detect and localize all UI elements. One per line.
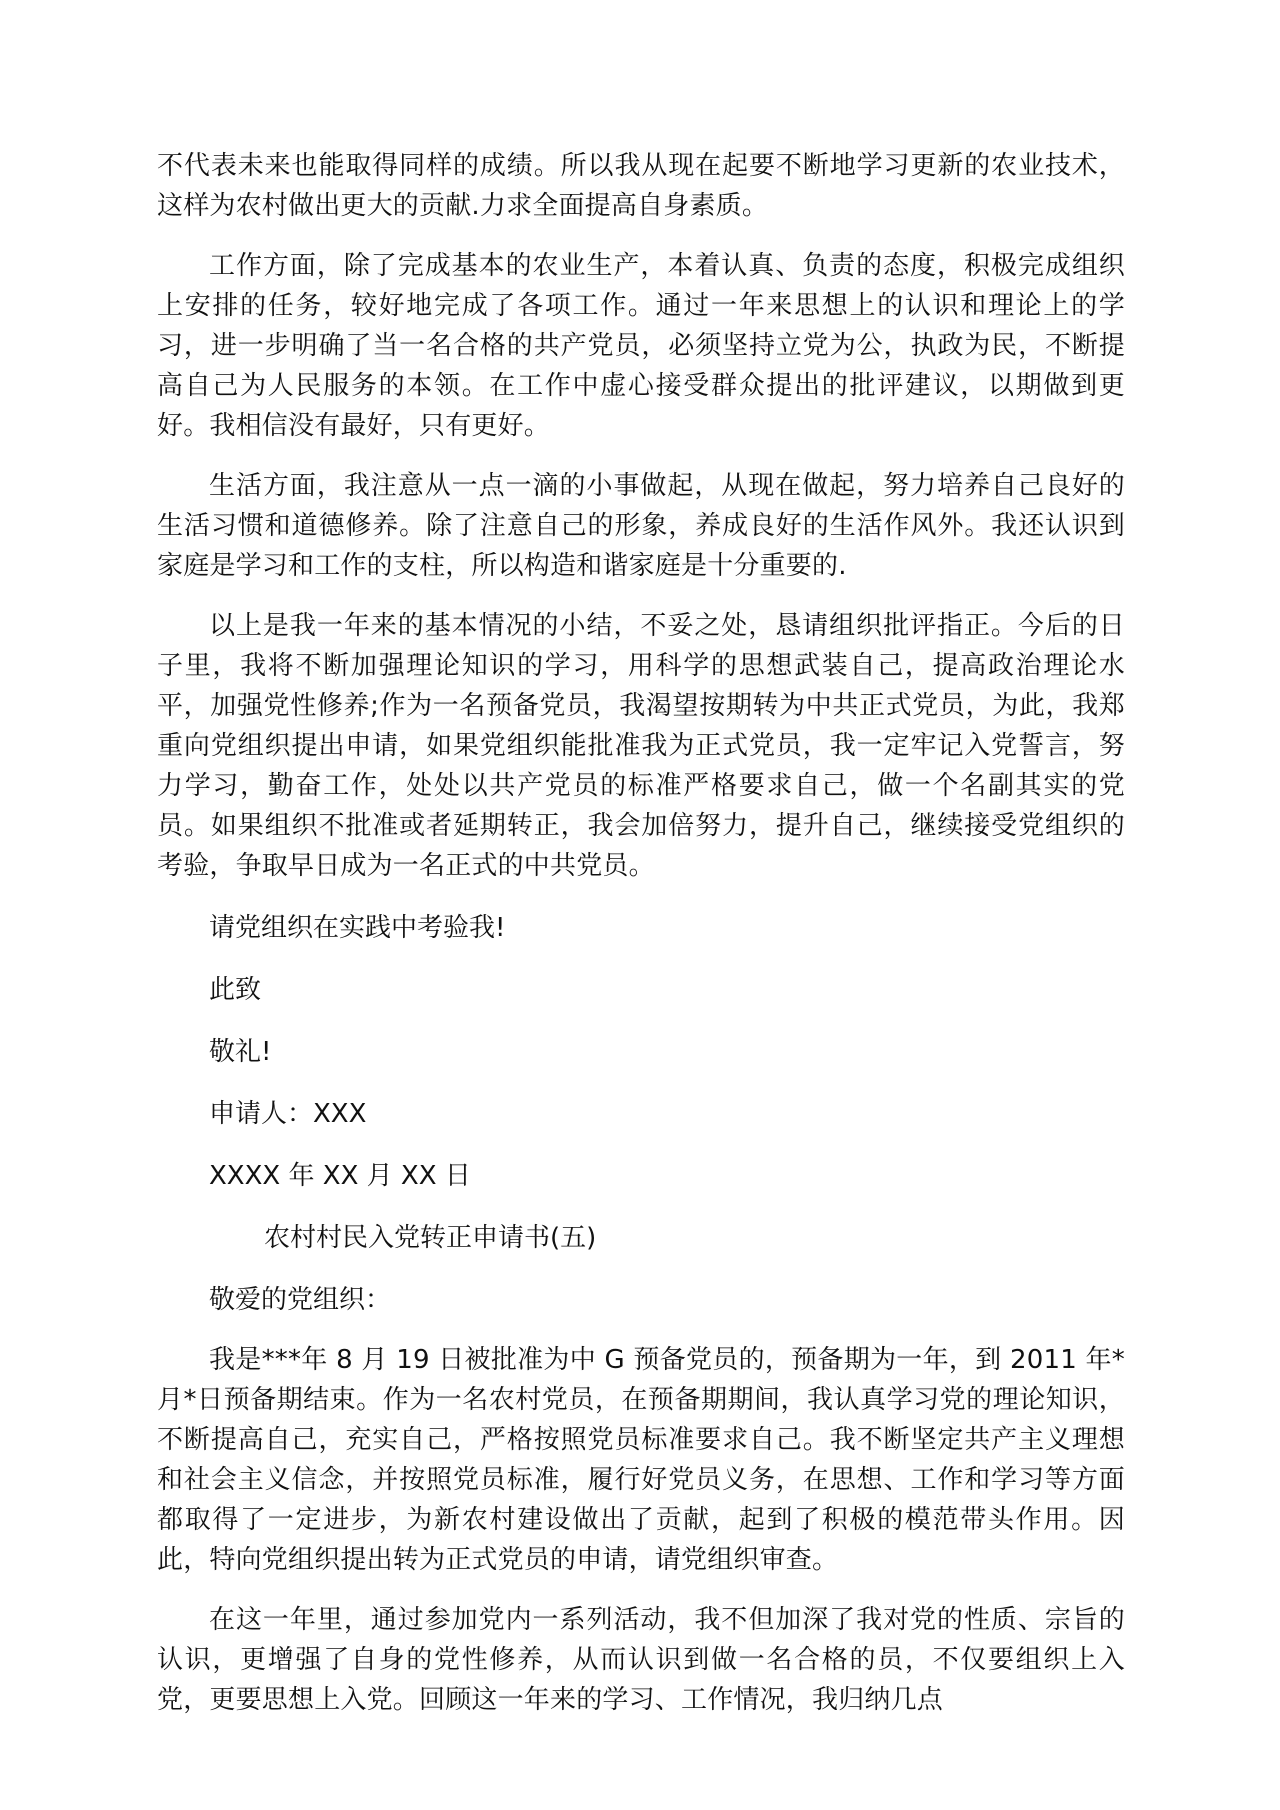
applicant-signature: 申请人：XXX xyxy=(209,1099,367,1129)
closing-salutation-2: 敬礼! xyxy=(209,1037,272,1067)
paragraph-life: 生活方面，我注意从一点一滴的小事做起，从现在做起，努力培养自己良好的生活习惯和道德修养。除了注意自己的形象，养成良好的生活作风外。我还认识到家庭是学习和工作的支柱，所以构造和谐家庭是十分重要的. xyxy=(157,471,1125,581)
section-title: 农村村民入党转正申请书(五) xyxy=(264,1223,597,1253)
paragraph-continuation: 不代表未来也能取得同样的成绩。所以我从现在起要不断地学习更新的农业技术，这样为农村做出更大的贡献.力求全面提高自身素质。 xyxy=(157,151,1125,221)
signature-date: XXXX 年 XX 月 XX 日 xyxy=(209,1161,471,1191)
paragraph-year-review: 在这一年里，通过参加党内一系列活动，我不但加深了我对党的性质、宗旨的认识，更增强了自身的党性修养，从而认识到做一名合格的员，不仅要组织上入党，更要思想上入党。回顾这一年来的学习、工作情况，我归纳几点 xyxy=(157,1605,1125,1715)
paragraph-summary: 以上是我一年来的基本情况的小结，不妥之处，恳请组织批评指正。今后的日子里，我将不断加强理论知识的学习，用科学的思想武装自己，提高政治理论水平，加强党性修养;作为一名预备党员，我渴望按期转为中共正式党员，为此，我郑重向党组织提出申请，如果党组织能批准我为正式党员，我一定牢记入党誓言，努力学习，勤奋工作，处处以共产党员的标准严格要求自己，做一个名副其实的党员。如果组织不批准或者延期转正，我会加倍努力，提升自己，继续接受党组织的考验，争取早日成为一名正式的中共党员。 xyxy=(157,611,1125,881)
paragraph-work: 工作方面，除了完成基本的农业生产，本着认真、负责的态度，积极完成组织上安排的任务，较好地完成了各项工作。通过一年来思想上的认识和理论上的学习，进一步明确了当一名合格的共产党员，必须坚持立党为公，执政为民，不断提高自己为人民服务的本领。在工作中虚心接受群众提出的批评建议，以期做到更好。我相信没有最好，只有更好。 xyxy=(157,251,1125,441)
paragraph-intro: 我是***年 8 月 19 日被批准为中 G 预备党员的，预备期为一年，到 2011 年*月*日预备期结束。作为一名农村党员，在预备期期间，我认真学习党的理论知识，不断提高自己，充实自己，严格按照党员标准要求自己。我不断坚定共产主义理想和社会主义信念，并按照党员标准，履行好党员义务，在思想、工作和学习等方面都取得了一定进步，为新农村建设做出了贡献，起到了积极的模范带头作用。因此，特向党组织提出转为正式党员的申请，请党组织审查。 xyxy=(157,1345,1125,1575)
closing-salutation-1: 此致 xyxy=(209,975,262,1005)
closing-request: 请党组织在实践中考验我! xyxy=(209,913,506,943)
document-page xyxy=(157,146,1125,1720)
greeting: 敬爱的党组织： xyxy=(209,1285,392,1315)
